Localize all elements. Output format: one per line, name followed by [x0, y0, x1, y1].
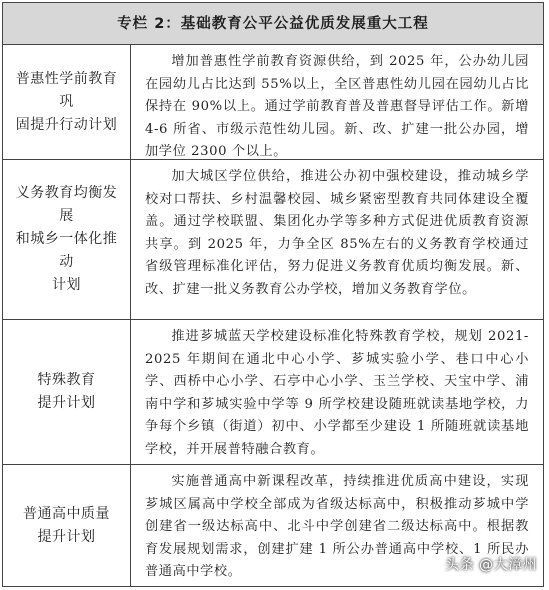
row-content: 增加普惠性学前教育资源供给，到 2025 年，公办幼儿园在园幼儿占比达到 55%以上，全区普惠性幼儿园在园幼儿占比保持在 90%以上。通过学前教育普及普惠督导评估工作。新增 4-6 所省、市级示范性幼儿园。新、改、扩建一批公办园，增加学位 2300 个以上。 [145, 54, 529, 159]
row-label-line: 计划 [52, 277, 81, 293]
row-label-line: 普惠性学前教育巩 [15, 70, 118, 110]
project-table [2, 2, 544, 587]
table-row [3, 45, 543, 160]
row-label-line: 特殊教育 [37, 372, 96, 388]
row-label [3, 320, 131, 464]
row-label-line: 义务教育均衡发展 [15, 185, 118, 224]
row-label [3, 45, 131, 159]
row-label-line: 普通高中质量 [23, 505, 110, 522]
row-label-line: 提升计划 [37, 395, 96, 411]
table-title: 专栏 2：基础教育公平公益优质发展重大工程 [3, 3, 543, 45]
watermark: 头条 @大漳州 [445, 557, 537, 573]
row-content: 实施普通高中新课程改革，持续推进优质高中建设，实现芗城区属高中学校全部成为省级达标高中，积极推动芗城中学创建省一级达标高中、北斗中学创建省二级达标高中。根据教育发展规划需求，创建扩建 1 所公办普通高中学校、1 所民办普通高中学校。 [145, 474, 529, 580]
row-label-line: 固提升行动计划 [15, 116, 118, 133]
row-content: 加大城区学位供给，推进公办初中强校建设，推动城乡学校对口帮扶、乡村温馨校园、城乡紧密型教育共同体建设全覆盖。通过学校联盟、集团化办学等多种方式促进优质教育资源共享。到 2025 年，力争全区 85%左右的义务教育学校通过省级管理标准化评估，努力促进义务教育优质均衡发展。新、改、扩建一批义务教育公办学校，增加义务教育学位。 [145, 169, 529, 297]
row-label-line: 和城乡一体化推动 [15, 231, 118, 270]
table-row [3, 320, 543, 465]
row-content: 推进芗城蓝天学校建设标准化特殊教育学校，规划 2021-2025 年期间在通北中心小学、芗城实验小学、巷口中心小学、西桥中心小学、石亭中心小学、玉兰学校、天宝中学、浦南中学和芗城实验中学等 9 所学校建设随班就读基地学校，力争每个乡镇（街道）初中、小学都至少建设 1 所随班就读基地学校，并开展普特融合教育。 [145, 329, 529, 457]
table-row [3, 160, 543, 320]
row-label-line: 提升计划 [37, 528, 96, 545]
row-label [3, 465, 131, 586]
row-label [3, 160, 131, 319]
